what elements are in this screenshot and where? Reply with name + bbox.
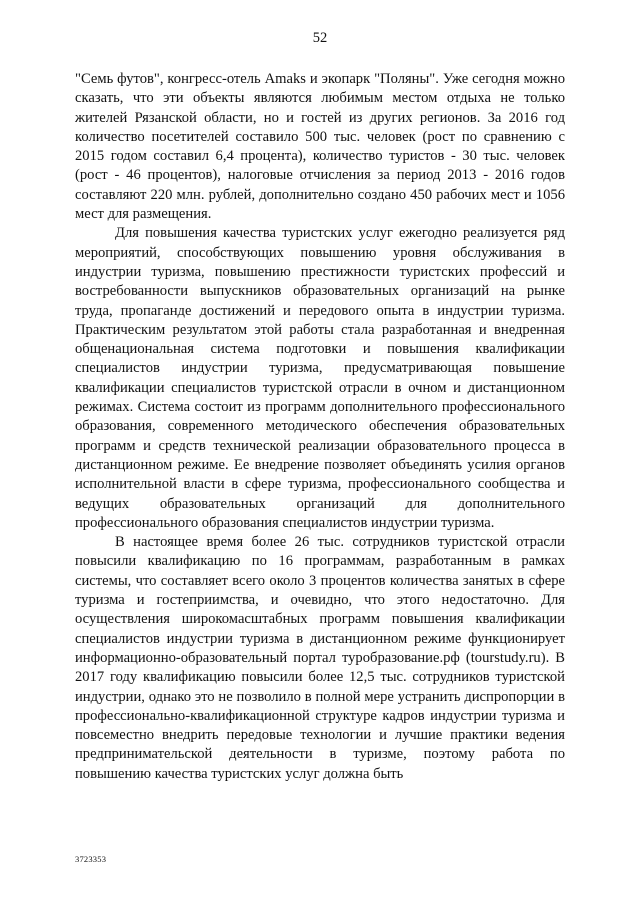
- paragraph-qualification: В настоящее время более 26 тыс. сотрудников туристской отрасли повысили квалификацию по 16 программам, разработанным в рамках системы, что составляет всего около 3 процентов количества занятых в сфере туризма и гостеприимства, и очевидно, что этого недостаточно. Для осуществления широкомасштабных программ повышения квалификации специалистов индустрии туризма в дистанционном режиме функционирует информационно-образовательный портал туробразование.рф (tourstudy.ru). В 2017 году квалификацию повысили более 12,5 тыс. сотрудников туристской индустрии, однако это не позволило в полной мере устранить диспропорции в профессионально-квалификационной структуре кадров индустрии туризма и повсеместно внедрить передовые технологии и лучшие практики ведения предпринимательской деятельности в туризме, поэтому работа по повышению качества туристских услуг должна быть: [75, 534, 565, 782]
- paragraph-quality-services: Для повышения качества туристских услуг ежегодно реализуется ряд мероприятий, способствующих повышению уровня обслуживания в индустрии туризма, повышению престижности туристских профессий и востребованности выпускников образовательных организаций на рынке труда, пропаганде достижений и передового опыта в индустрии туризма. Практическим результатом этой работы стала разработанная и внедренная общенациональная система подготовки и повышения квалификации специалистов индустрии туризма, предусматривающая повышение квалификации специалистов туристской отрасли в очном и дистанционном режимах. Система состоит из программ дополнительного профессионального образования, современного методического обеспечения образовательных программ и средств технической реализации образовательного процесса в дистанционном режиме. Ее внедрение позволяет объединять усилия органов исполнительной власти в сфере туризма, профессионального сообщества и ведущих образовательных организаций для дополнительного профессионального образования специалистов индустрии туризма.: [75, 225, 565, 531]
- document-body: [75, 70, 565, 784]
- paragraph-continuation: "Семь футов", конгресс-отель Amaks и экопарк "Поляны". Уже сегодня можно сказать, что эти объекты являются любимым местом отдыха не только жителей Рязанской области, но и гостей из других регионов. За 2016 год количество посетителей составило 500 тыс. человек (рост по сравнению с 2015 годом составил 6,4 процента), количество туристов - 30 тыс. человек (рост - 46 процентов), налоговые отчисления за период 2013 - 2016 годов составляют 220 млн. рублей, дополнительно создано 450 рабочих мест и 1056 мест для размещения.: [75, 71, 565, 223]
- page-number: 52: [312, 30, 328, 46]
- document-code: 3723353: [75, 854, 107, 864]
